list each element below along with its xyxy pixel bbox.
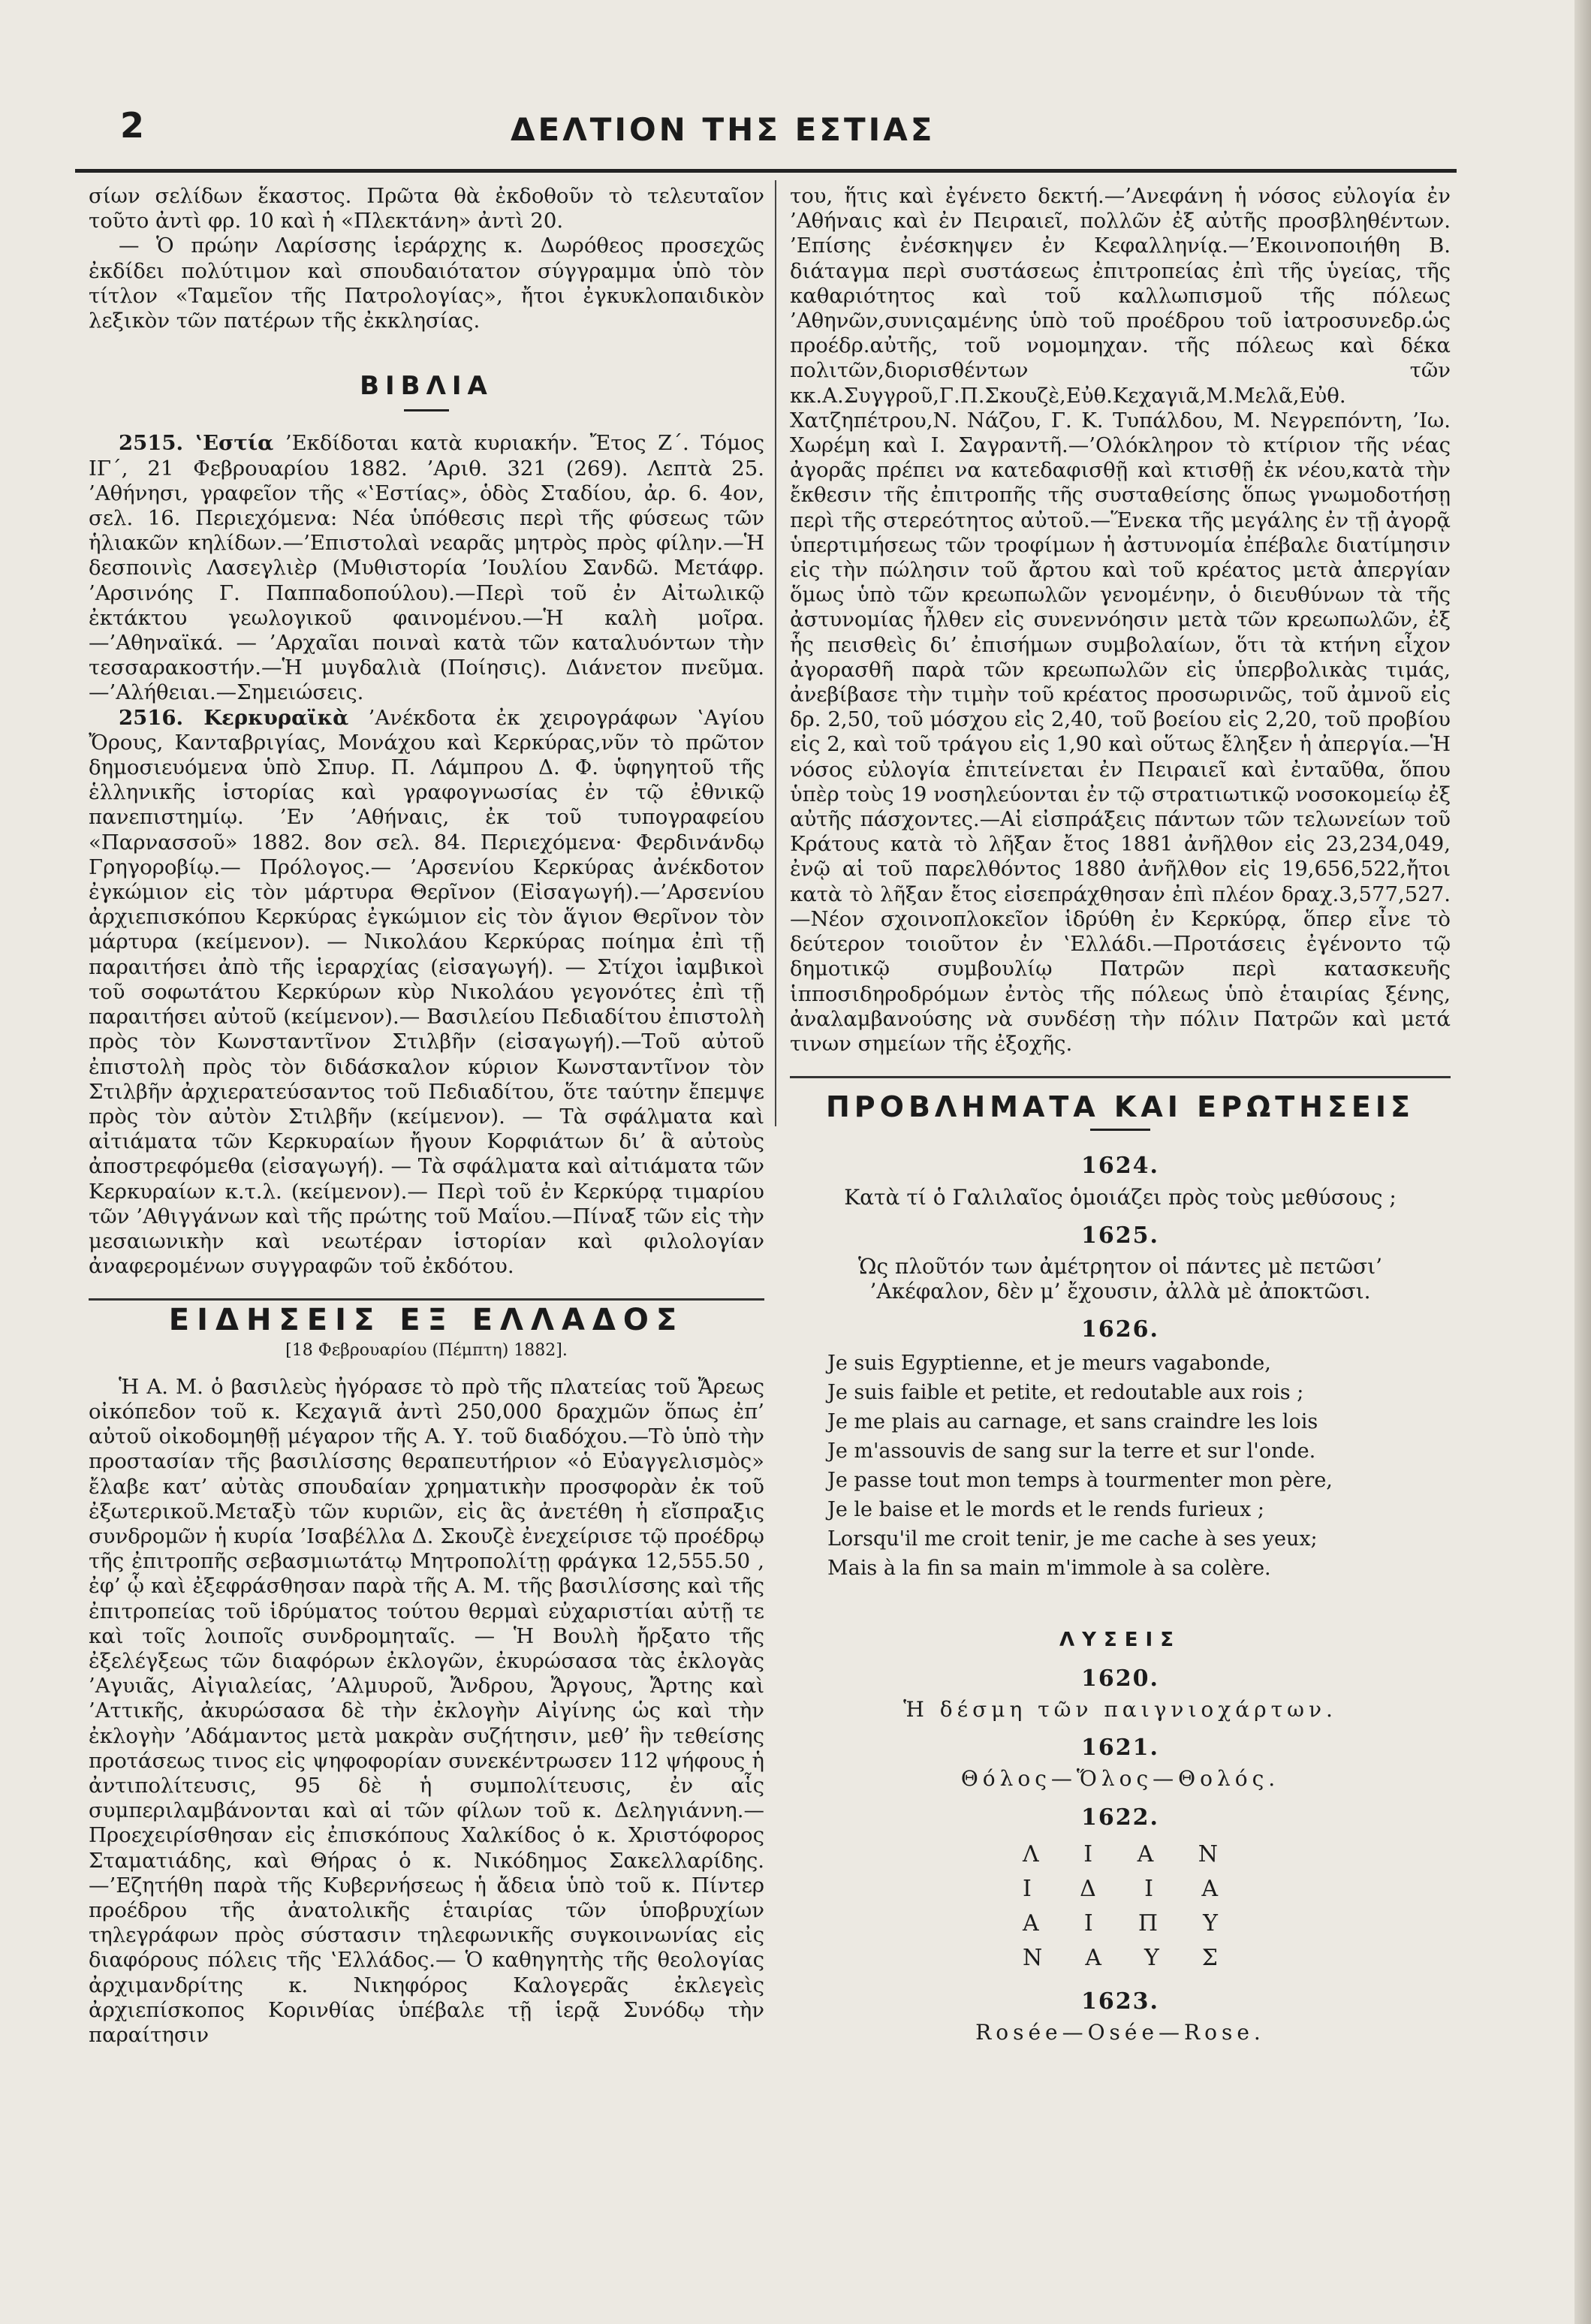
problem-1625-line-2: ’Ακέφαλον, δὲν μ’ ἔχουσιν, ἀλλὰ μὲ ἀποκτῶσι. xyxy=(869,1279,1371,1304)
problem-1625-line-1: Ὡς πλοῦτόν των ἀμέτρητον οἱ πάντες μὲ πετῶσι’ xyxy=(857,1253,1383,1279)
lyseis-heading: ΛΥΣΕΙΣ xyxy=(1059,1628,1181,1651)
left-column xyxy=(89,184,764,2048)
solution-1623-number: 1623. xyxy=(1081,1988,1159,2015)
word-square-cell: Ι xyxy=(1144,1875,1154,1902)
biblia-heading: ΒΙΒΛΙΑ xyxy=(360,371,493,402)
news-text: Ἡ Α. Μ. ὁ βασιλεὺς ἠγόρασε τὸ πρὸ τῆς πλατείας τοῦ Ἄρεως οἰκόπεδον τοῦ κ. Κεχαγιᾶ ἀντὶ 250,000 δραχμῶν ὅπως ἐπ’ αὐτοῦ οἰκοδομηθῇ μέγαρον τῆς Α. Υ. τοῦ διαδόχου.—Τὸ ὑπὸ τὴν προστασίαν τῆς βασιλίσσης θεραπευτήριον «ὁ Εὐαγγελισμὸς» ἔλαβε κατ’ αὐτὰς σπουδαίαν χρηματικὴν προσφορὰν ἐκ τοῦ ἐξωτερικοῦ.Μεταξὺ τῶν κυριῶν, εἰς ἃς ἀνετέθη ἡ εἴσπραξις συνδρομῶν ἡ κυρία ’Ισαβέλλα Δ. Σκουζὲ ἐνεχείρισε τῷ προέδρῳ τῆς ἐπιτροπῆς σεβασμιωτάτῳ Μητροπολίτῃ φράγκα 12,555.50 , ἐφ’ ᾧ καὶ ἐξεφράσθησαν παρὰ τῆς Α. Μ. τῆς βασιλίσσης καὶ τῆς ἐπιτροπείας τοῦ ἱδρύματος τούτου θερμαὶ εὐχαριστίαι αὐτῇ τε καὶ τοῖς λοιποῖς συνδρομηταῖς. — Ἡ Βουλὴ ἤρξατο τῆς ἐξελέγξεως τῶν διαφόρων ἐκλογῶν, ἐκυρώσασα τὰς ἐκλογὰς ’Αγυιᾶς, Αἰγιαλείας, ’Αλμυροῦ, Ἄνδρου, Ἄργους, Ἄρτης καὶ ’Αττικῆς, ἀκυρώσασα δὲ τὴν ἐκλογὴν Αἰγίνης ὡς καὶ τὴν ἐκλογὴν ’Αδάμαντος μετὰ μακρὰν συζήτησιν, μεθ’ ἣν τεθείσης προτάσεως τινος εἰς ψηφοφορίαν συνεκέντρωσεν 112 ψήφους ἡ ἀντιπολίτευσις, 95 δὲ ἡ συμπολίτευσις, ἐν αἷς συμπεριλαμβάνονται καὶ αἱ τῶν φίλων τοῦ κ. Δεληγιάννη.—Προεχειρίσθησαν εἰς ἐπισκόπους Χαλκίδος ὁ κ. Χριστόφορος Σταματιάδης, καὶ Θήρας ὁ κ. Νικόδημος Σακελλαρίδης.—’Εζητήθη παρὰ τῆς Κυβερνήσεως ἡ ἄδεια ὑπὸ τοῦ κ. Πίντερ προέδρου τῆς ἀνατολικῆς ἑταιρίας τῶν ὑποβρυχίων τηλεγράφων πρὸς σύστασιν τηλεφωνικῆς συγκοινωνίας εἰς διαφόρους πόλεις τῆς ‛Ελλάδος.— Ὁ καθηγητὴς τῆς θεολογίας ἀρχιμανδρίτης κ. Νικηφόρος Καλογερᾶς ἐκλεγεὶς ἀρχιεπίσκοπος Κορινθίας ὑπέβαλε τῇ ἱερᾷ Συνόδῳ τὴν παραίτησιν xyxy=(89,1374,764,2048)
problem-1624-text: Κατὰ τί ὁ Γαλιλαῖος ὁμοιάζει πρὸς τοὺς μεθύσους ; xyxy=(844,1184,1397,1210)
poem-line: Je me plais au carnage, et sans craindre les lois xyxy=(827,1409,1318,1433)
problems-separator xyxy=(790,1076,1451,1078)
solution-1620-number: 1620. xyxy=(1081,1665,1159,1692)
problems-rule xyxy=(1090,1129,1150,1131)
word-square-cell: Ν xyxy=(1023,1944,1043,1971)
word-square-cell: Π xyxy=(1138,1910,1159,1937)
problem-1624-number: 1624. xyxy=(1081,1153,1159,1180)
word-square-cell: Ν xyxy=(1198,1840,1218,1867)
word-square-row xyxy=(978,1941,1263,1976)
page-header xyxy=(120,105,1442,158)
poem-line: Je m'assouvis de sang sur la terre et sur l'onde. xyxy=(827,1439,1316,1463)
solution-1620-text: Ἡ δέσμη τῶν παιγνιοχάρτων. xyxy=(903,1696,1337,1722)
right-column xyxy=(790,184,1451,2045)
news-date: [18 Φεβρουαρίου (Πέμπτη) 1882]. xyxy=(285,1340,568,1360)
word-square-row xyxy=(978,1837,1263,1872)
news-separator xyxy=(89,1298,764,1301)
word-square-cell: Ι xyxy=(1083,1840,1093,1867)
word-square-row xyxy=(978,1907,1263,1941)
problems-heading: ΠΡΟΒΛΗΜΑΤΑ ΚΑΙ ΕΡΩΤΗΣΕΙΣ xyxy=(826,1090,1415,1124)
entry-2515-text: ’Εκδίδοται κατὰ κυριακήν. Ἔτος Ζ΄. Τόμος ΙΓ΄, 21 Φεβρουαρίου 1882. ’Αριθ. 321 (269). Λεπτὰ 25. ’Αθήνησι, γραφεῖον τῆς «‛Εστίας», ὁδὸς Σταδίου, ἀρ. 6. 4ον, σελ. 16. Περιεχόμενα: Νέα ὑπόθεσις περὶ τῆς φύσεως τῶν ἡλιακῶν κηλίδων.—’Επιστολαὶ νεαρᾶς μητρὸς πρὸς φίλην.—Ἡ δεσποινὶς Λασεγλιὲρ (Μυθιστορία ’Ιουλίου Σανδῶ. Μετάφρ. ’Αρσινόης Γ. Παππαδοπούλου).—Περὶ τοῦ ἐν Αἰτωλικῷ ἐκτάκτου γεωλογικοῦ φαινομένου.—Ἡ καλὴ μοῖρα. —’Αθηναϊκά. — ’Αρχαῖαι ποιναὶ κατὰ τῶν καταλυόντων τὴν τεσσαρακοστήν.—Ἡ μυγδαλιὰ (Ποίησις). Διάνετον πνεῦμα.—’Αλήθειαι.—Σημειώσεις. xyxy=(89,431,764,705)
word-square-cell: Α xyxy=(1085,1944,1101,1971)
poem-line: Mais à la fin sa main m'immole à sa colère. xyxy=(827,1556,1271,1580)
news-heading: ΕΙΔΗΣΕΙΣ ΕΞ ΕΛΛΑΔΟΣ xyxy=(168,1303,685,1338)
word-square-cell: Ι xyxy=(1083,1910,1093,1937)
poem-line: Je passe tout mon temps à tourmenter mon père, xyxy=(827,1468,1333,1492)
entry-2515 xyxy=(89,431,764,705)
poem-line: Lorsqu'il me croit tenir, je me cache à ses yeux; xyxy=(827,1527,1318,1551)
entry-2516 xyxy=(89,706,764,1280)
entry-2516-lead: 2516. Κερκυραϊκὰ xyxy=(119,705,349,730)
solution-1622-number: 1622. xyxy=(1081,1804,1159,1831)
column-divider xyxy=(775,180,776,1126)
poem-line: Je suis Egyptienne, et je meurs vagabonde, xyxy=(827,1351,1271,1375)
word-square-cell: Α xyxy=(1023,1910,1039,1937)
word-square-cell: Δ xyxy=(1080,1875,1096,1902)
entry-2516-text: ’Ανέκδοτα ἐκ χειρογράφων ‛Αγίου Ὄρους, Κανταβριγίας, Μονάχου καὶ Κερκύρας,νῦν τὸ πρῶτον δημοσιευόμενα ὑπὸ Σπυρ. Π. Λάμπρου Δ. Φ. ὑφηγητοῦ τῆς ἑλληνικῆς ἱστορίας καὶ γραφογνωσίας ἐν τῷ ἐθνικῷ πανεπιστημίῳ. ’Εν ’Αθήναις, ἐκ τοῦ τυπογραφείου «Παρνασσοῦ» 1882. 8ον σελ. 84. Περιεχόμενα· Φερδινάνδῳ Γρηγοροβίῳ.— Πρόλογος.— ’Αρσενίου Κερκύρας ἀνέκδοτον ἐγκώμιον εἰς τὸν μάρτυρα Θερῖνον (Εἰσαγωγή).—’Αρσενίου ἀρχιεπισκόπου Κερκύρας ἐγκώμιον εἰς τὸν ἅγιον Θερῖνον τὸν μάρτυρα (κείμενον). — Νικολάου Κερκύρας ποίημα ἐπὶ τῇ παραιτήσει ἀπὸ τῆς ἱεραρχίας (εἰσαγωγή). — Στίχοι ἰαμβικοὶ τοῦ σοφωτάτου Κερκύρων κὺρ Νικολάου γεγονότες ἐπὶ τῇ παραιτήσει αὐτοῦ (κείμενον).— Βασιλείου Πεδιαδίτου ἐπιστολὴ πρὸς τὸν Κωνσταντῖνον Στιλβῆν (εἰσαγωγή).—Τοῦ αὐτοῦ ἐπιστολὴ πρὸς τὸν διδάσκαλον κύριον Κωνσταντῖνον τὸν Στιλβῆν ἀρχιερατεύσαντος τοῦ Πεδιαδίτου, ὅτε ταύτην ἔπεμψε πρὸς τὸν αὐτὸν Στιλβῆν (κείμενον). — Τὰ σφάλματα καὶ αἰτιάματα τῶν Κερκυραίων ἤγουν Κορφιάτων δι’ ἃ αὐτοὺς ἀποστρεφόμεθα (εἰσαγωγή). — Τὰ σφάλματα καὶ αἰτιάματα τῶν Κερκυραίων κ.τ.λ. (κείμενον).— Περὶ τοῦ ἐν Κερκύρᾳ τιμαρίου τῶν ’Αθιγγάνων καὶ τῆς πρώτης τοῦ Μαΐου.—Πίναξ τῶν εἰς τὴν μεσαιωνικὴν καὶ νεωτέραν ἱστορίαν καὶ φιλολογίαν ἀναφερομένων συγγραφῶν τοῦ ἐκδότου. xyxy=(89,705,764,1279)
problem-1626-number: 1626. xyxy=(1081,1316,1159,1343)
word-square-cell: Α xyxy=(1201,1875,1218,1902)
header-rule xyxy=(75,169,1457,173)
poem-line: Je le baise et le mords et le rends furieux ; xyxy=(827,1497,1264,1521)
solution-1622-word-square xyxy=(978,1837,1263,1976)
right-top-text: του, ἥτις καὶ ἐγένετο δεκτή.—’Ανεφάνη ἡ νόσος εὐλογία ἐν ’Αθήναις καὶ ἐν Πειραιεῖ, πολλῶν ἐξ αὐτῆς προσβληθέντων. ’Επίσης ἐνέσκηψεν ἐν Κεφαλληνίᾳ.—’Εκοινοποιήθη Β. διάταγμα περὶ συστάσεως ἐπιτροπείας ἐπὶ τῆς ὑγείας, τῆς καθαριότητος καὶ τοῦ καλλωπισμοῦ τῆς πόλεως ’Αθηνῶν,συνιςαμένης ὑπὸ τοῦ προέδρου τοῦ ἰατροσυνεδρ.ὡς προέδρ.αὐτῆς, τοῦ νομομηχαν. τῆς πόλεως καὶ δέκα πολιτῶν,διορισθέντων τῶν κκ.Α.Συγγροῦ,Γ.Π.Σκουζὲ,Εὐθ.Κεχαγιᾶ,Μ.Μελᾶ,Εὐθ. Χατζηπέτρου,Ν. Νάζου, Γ. Κ. Τυπάλδου, Μ. Νεγρεπόντη, ’Ιω. Χωρέμη καὶ Ι. Σαγραντῆ.—’Ολόκληρον τὸ κτίριον τῆς νέας ἀγορᾶς πρέπει να κατεδαφισθῇ καὶ κτισθῇ ἐκ νέου,κατὰ τὴν ἔκθεσιν τῆς ἐπιτροπῆς τῆς συσταθείσης ὅπως γνωμοδοτήσῃ περὶ τῆς στερεότητος αὐτοῦ.—Ἕνεκα τῆς μεγάλης ἐν τῇ ἀγορᾷ ὑπερτιμήσεως τῶν τροφίμων ἡ ἀστυνομία ἐπέβαλε διατίμησιν εἰς τὴν πώλησιν τοῦ ἄρτου καὶ τοῦ κρέατος μετὰ ἀπεργίαν ὅμως ὑπὸ τῶν κρεωπωλῶν γενομένην, ὁ διευθύνων τὰ τῆς ἀστυνομίας ἦλθεν εἰς συνεννόησιν μετὰ τῶν κρεωπωλῶν, ἐξ ἧς πεισθεὶς δι’ ἐπισήμων συμβολαίων, ὅτι τὰ κτήνη εἶχον ἀγορασθῆ παρὰ τῶν κρεωπωλῶν εἰς ὑπερβολικὰς τιμάς, ἀνεβίβασε τὴν τιμὴν τοῦ κρέατος προσωρινῶς, τοῦ ἀμνοῦ εἰς δρ. 2,50, τοῦ μόσχου εἰς 2,40, τοῦ βοείου εἰς 2,20, τοῦ προβίου εἰς 2, καὶ τοῦ τράγου εἰς 1,90 καὶ οὕτως ἔληξεν ἡ ἀπεργία.—Ἡ νόσος εὐλογία ἐπιτείνεται ἐν Πειραιεῖ καὶ ἐνταῦθα, ὅπου ὑπὲρ τοὺς 19 νοσηλεύονται ἐν τῷ στρατιωτικῷ νοσοκομείῳ ἐξ αὐτῆς πάσχοντες.—Αἱ εἰσπράξεις πάντων τῶν τελωνείων τοῦ Κράτους κατὰ τὸ λῆξαν ἔτος 1881 ἀνῆλθον εἰς 23,234,049, ἐνῷ αἱ τοῦ παρελθόντος 1880 ἀνῆλθον εἰς 19,656,522,ἤτοι κατὰ τὸ λῆξαν ἔτος εἰσεπράχθησαν ἐπὶ πλέον δραχ.3,577,527.—Νέον σχοινοπλοκεῖον ἱδρύθη ἐν Κερκύρᾳ, ὅπερ εἶνε τὸ δεύτερον τοιοῦτον ἐν ‛Ελλάδι.—Προτάσεις ἐγένοντο τῷ δημοτικῷ συμβουλίῳ Πατρῶν περὶ κατασκευῆς ἱπποσιδηροδρόμων ἐντὸς τῆς πόλεως ὑπὸ ἑταιρίας ξένης, ἀναλαμβανούσης νὰ συνδέσῃ τὴν πόλιν Πατρῶν καὶ μετά τινων σημείων τῆς ἐξοχῆς. xyxy=(790,184,1451,1056)
word-square-cell: Σ xyxy=(1201,1944,1218,1971)
problem-1626-poem xyxy=(827,1349,1451,1583)
intro-paragraph: σίων σελίδων ἕκαστος. Πρῶτα θὰ ἐκδοθοῦν τὸ τελευταῖον τοῦτο ἀντὶ φρ. 10 καὶ ἡ «Πλεκτάνη» ἀντὶ 20. xyxy=(89,184,764,234)
intro-paragraph-2: — Ὁ πρώην Λαρίσσης ἱεράρχης κ. Δωρόθεος προσεχῶς ἐκδίδει πολύτιμον καὶ σπουδαιότατον σύγγραμμα ὑπὸ τὸν τίτλον «Ταμεῖον τῆς Πατρολογίας», ἤτοι ἐγκυκλοπαιδικὸν λεξικὸν τῶν πατέρων τῆς ἐκκλησίας. xyxy=(89,234,764,333)
word-square-cell: Ι xyxy=(1023,1875,1032,1902)
page-spine-shadow xyxy=(1574,0,1591,2324)
biblia-rule xyxy=(404,409,449,411)
word-square-row xyxy=(978,1872,1263,1907)
problem-1625-number: 1625. xyxy=(1081,1222,1159,1249)
solution-1623-text: Rosée—Osée—Rose. xyxy=(975,2019,1265,2045)
journal-title: ΔΕΛΤΙΟΝ ΤΗΣ ΕΣΤΙΑΣ xyxy=(511,111,936,148)
entry-2515-lead: 2515. ‛Εστία xyxy=(119,431,274,456)
word-square-cell: Υ xyxy=(1203,1910,1218,1937)
word-square-cell: Υ xyxy=(1144,1944,1159,1971)
solution-1621-number: 1621. xyxy=(1081,1735,1159,1762)
poem-line: Je suis faible et petite, et redoutable aux rois ; xyxy=(827,1380,1304,1404)
word-square-cell: Λ xyxy=(1023,1840,1039,1867)
page-number: 2 xyxy=(120,105,145,146)
solution-1621-text: Θόλος—Ὅλος—Θολός. xyxy=(960,1766,1280,1792)
word-square-cell: Α xyxy=(1137,1840,1154,1867)
